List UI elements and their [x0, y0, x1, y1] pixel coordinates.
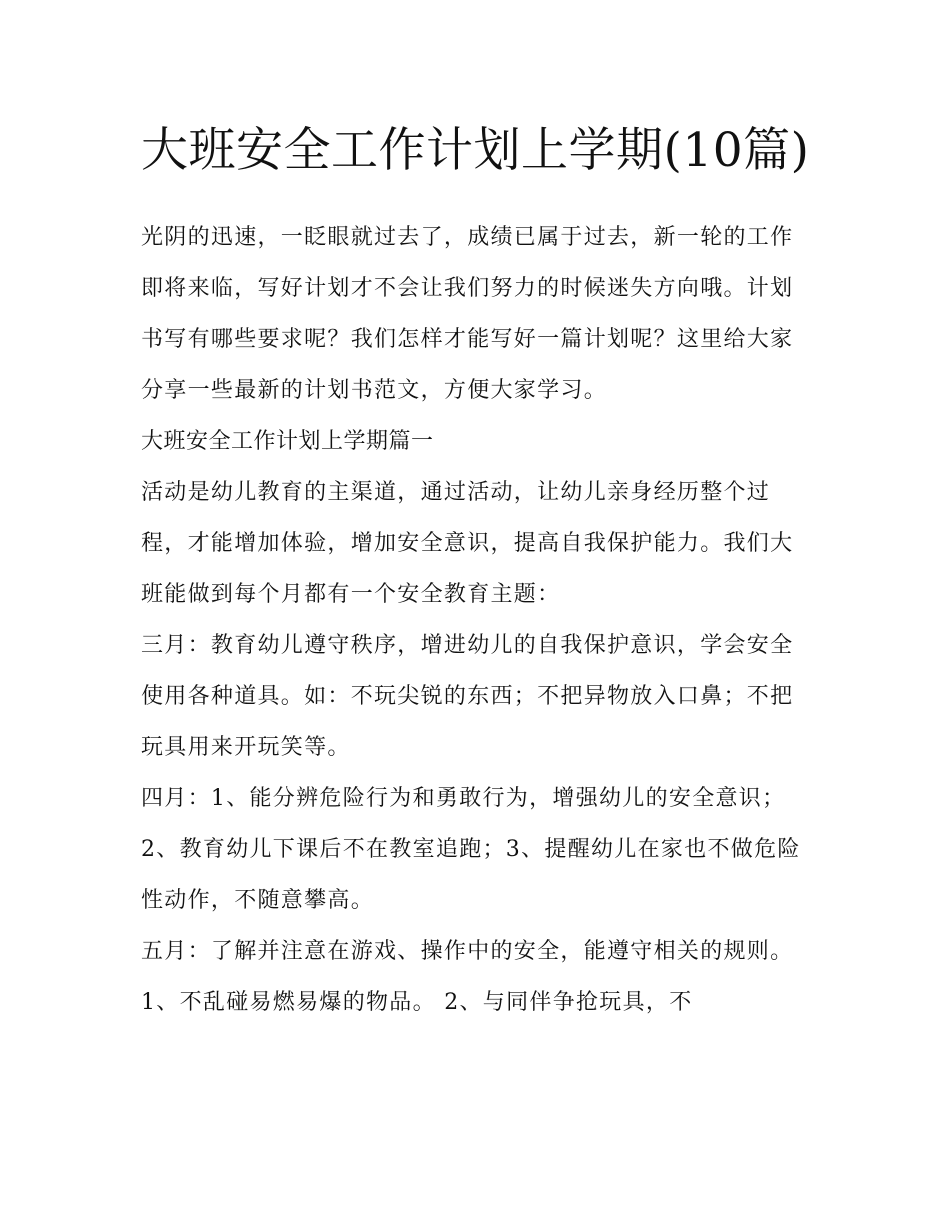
document-content [141, 112, 816, 1028]
document-body [141, 212, 816, 1028]
document-title: 大班安全工作计划上学期(10篇) [141, 123, 810, 178]
body-paragraph: 五月：了解并注意在游戏、操作中的安全，能遵守相关的规则。 1、不乱碰易燃易爆的物品。 2、与同伴争抢玩具，不 [141, 939, 794, 1015]
body-paragraph: 活动是幼儿教育的主渠道，通过活动，让幼儿亲身经历整个过程，才能增加体验，增加安全意识，提高自我保护能力。我们大班能做到每个月都有一个安全教育主题： [141, 480, 794, 607]
section-heading: 大班安全工作计划上学期篇一 [141, 429, 434, 454]
body-paragraph: 四月：1、能分辨危险行为和勇敢行为，增强幼儿的安全意识；2、教育幼儿下课后不在教室追跑；3、提醒幼儿在家也不做危险性动作，不随意攀高。 [141, 786, 801, 913]
body-paragraph: 三月：教育幼儿遵守秩序，增进幼儿的自我保护意识，学会安全使用各种道具。如：不玩尖锐的东西；不把异物放入口鼻；不把玩具用来开玩笑等。 [141, 633, 794, 760]
intro-paragraph: 光阴的迅速，一眨眼就过去了，成绩已属于过去，新一轮的工作即将来临，写好计划才不会让我们努力的时候迷失方向哦。计划书写有哪些要求呢？我们怎样才能写好一篇计划呢？这里给大家分享一些最新的计划书范文，方便大家学习。 [141, 225, 794, 403]
